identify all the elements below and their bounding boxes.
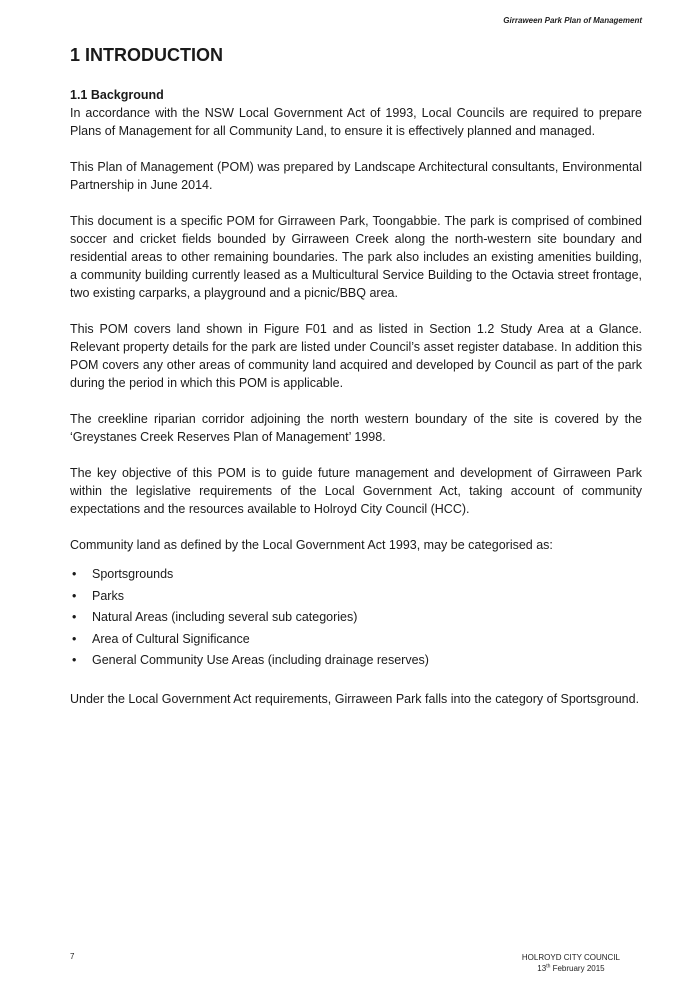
footer-organization: HOLROYD CITY COUNCIL xyxy=(521,953,620,962)
paragraph-creekline: The creekline riparian corridor adjoining the north western boundary of the site is covered by the ‘Greystanes Creek Reserves Plan of Management’ 1998. xyxy=(70,412,642,444)
running-header: Girraween Park Plan of Management xyxy=(503,16,642,25)
paragraph-coverage: This POM covers land shown in Figure F01 and as listed in Section 1.2 Study Area at a Glance. Relevant property details for the park are listed under Council’s asset register database. In addition this POM covers any other areas of community land acquired and developed by Council as part of the park during the period in which this POM is applicable. xyxy=(70,322,642,390)
page-content xyxy=(70,44,642,726)
footer-organization-block xyxy=(522,952,620,974)
category-list xyxy=(70,564,642,672)
paragraph-park-description: This document is a specific POM for Girraween Park, Toongabbie. The park is comprised of combined soccer and cricket fields bounded by Girraween Creek along the north-western site boundary and residential areas to other remaining boundaries. The park also includes an existing amenities building, a community building currently leased as a Multicultural Service Building to the Octavia street frontage, two existing carparks, a playground and a picnic/BBQ area. xyxy=(70,214,642,300)
list-item: • Area of Cultural Significance xyxy=(70,629,642,651)
list-item: • Sportsgrounds xyxy=(70,564,642,586)
bullet-icon: • xyxy=(72,653,77,667)
subsection-title: 1.1 Background xyxy=(70,88,164,102)
bullet-icon: • xyxy=(72,610,77,624)
section-title: 1 INTRODUCTION xyxy=(70,45,223,65)
paragraph-legislation: In accordance with the NSW Local Government Act of 1993, Local Councils are required to prepare Plans of Management for all Community Land, to ensure it is effectively planned and managed. xyxy=(70,106,642,138)
paragraph-key-objective: The key objective of this POM is to guide future management and development of Girraween Park within the legislative requirements of the Local Government Act, taking account of community expectations and the resources available to Holroyd City Council (HCC). xyxy=(70,466,642,516)
list-item: • General Community Use Areas (including drainage reserves) xyxy=(70,650,642,672)
bullet-icon: • xyxy=(72,631,77,646)
list-item: • Natural Areas (including several sub categories) xyxy=(70,607,642,629)
list-item: • Parks xyxy=(70,586,642,608)
paragraph-categories-intro: Community land as defined by the Local Government Act 1993, may be categorised as: xyxy=(70,538,553,552)
page-number: 7 xyxy=(70,952,75,961)
bullet-icon: • xyxy=(72,588,77,603)
bullet-icon: • xyxy=(72,567,77,581)
footer-date: 13th February 2015 xyxy=(537,963,605,973)
paragraph-conclusion: Under the Local Government Act requirements, Girraween Park falls into the category of Sportsground. xyxy=(70,691,640,706)
paragraph-prepared-by: This Plan of Management (POM) was prepared by Landscape Architectural consultants, Environmental Partnership in June 2014. xyxy=(70,160,642,192)
